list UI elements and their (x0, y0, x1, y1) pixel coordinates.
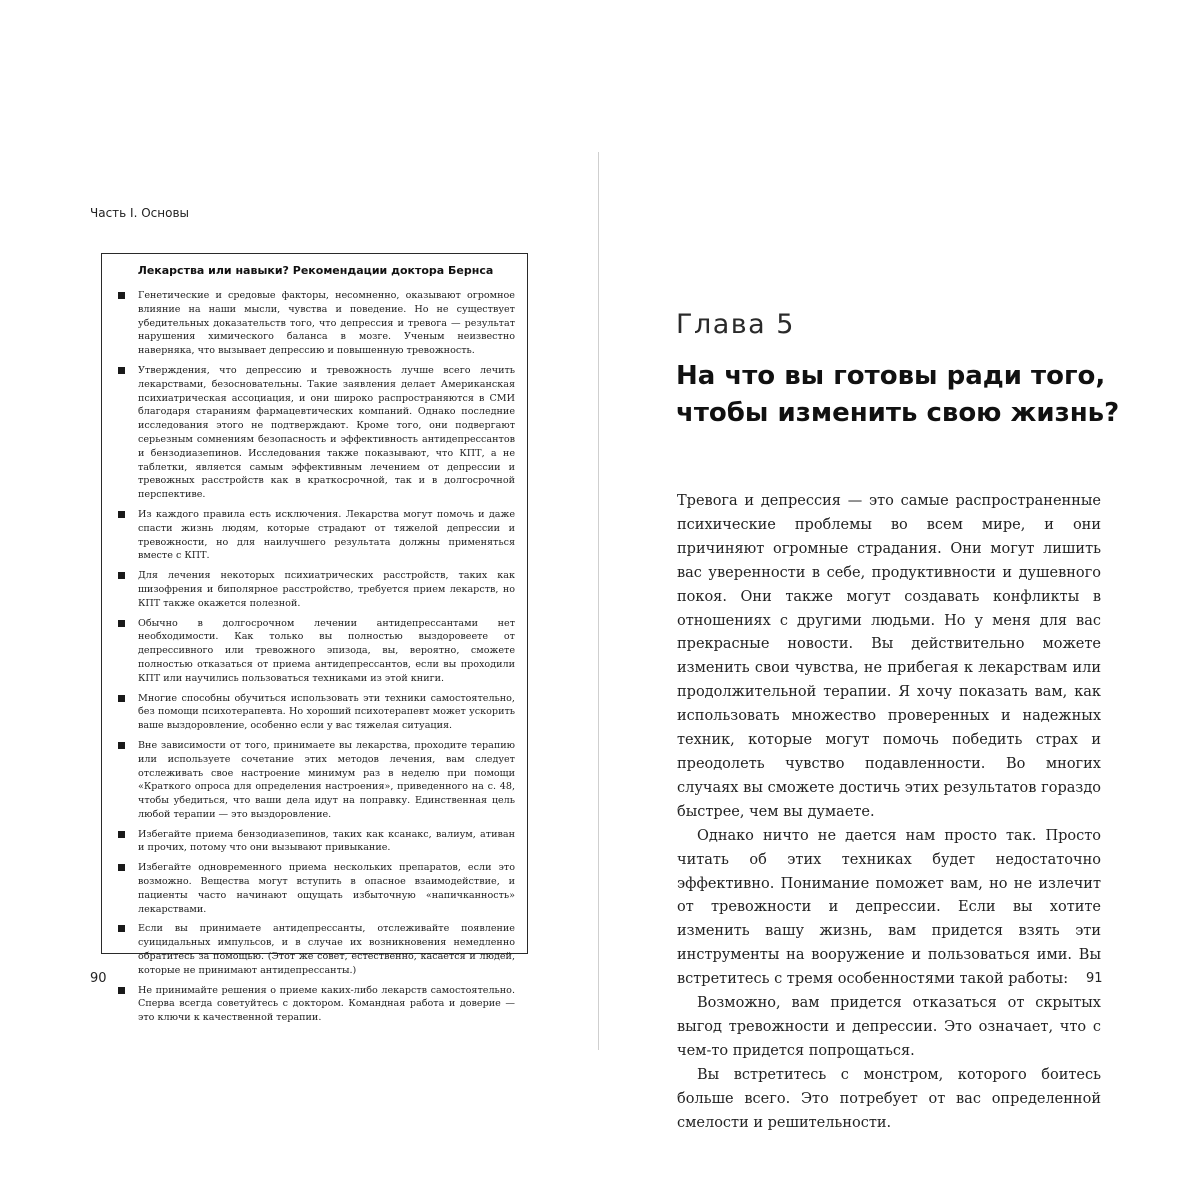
chapter-title (676, 358, 1120, 432)
paragraph: Однако ничто не дается нам просто так. Просто читать об этих техниках будет недостаточно эффективно. Понимание поможет вам, но не излечит от тревожности и депрессии. Если вы хотите изменить вашу жизнь, вам придется взять эти инструменты на вооружение и пользоваться ими. Вы встретитесь с тремя особенностями такой работы: (677, 827, 1101, 988)
square-bullet-icon (118, 367, 125, 374)
running-head: Часть I. Основы (90, 206, 189, 220)
list-item (116, 364, 515, 502)
list-item-text: Генетические и средовые факторы, несомненно, оказывают огромное влияние на наши мысли, чувства и поведение. Но не существует убедительных доказательств того, что депрессия и тревога — результат нарушения химического баланса в мозге. Ученым неизвестно наверняка, что вызывает депрессию и повышенную тревожность. (138, 290, 515, 357)
square-bullet-icon (118, 511, 125, 518)
list-item-text: Избегайте одновременного приема нескольких препаратов, если это возможно. Вещества могут вступить в опасное взаимодействие, и пациенты часто начинают ощущать избыточную «напичканность» лекарствами. (138, 862, 515, 915)
chapter-label: Глава 5 (676, 309, 795, 340)
list-item-text: Если вы принимаете антидепрессанты, отслеживайте появление суицидальных импульсов, и в случае их возникновения немедленно обратитесь за помощью. (Этот же совет, естественно, касается и людей, которые не принимают антидепрессанты.) (138, 923, 515, 976)
list-item-text: Не принимайте решения о приеме каких-либо лекарств самостоятельно. Сперва всегда советуйтесь с доктором. Командная работа и доверие — это ключи к качественной терапии. (138, 984, 515, 1024)
square-bullet-icon (118, 925, 125, 932)
list-item (116, 828, 515, 856)
square-bullet-icon (118, 695, 125, 702)
square-bullet-icon (118, 864, 125, 871)
page-gutter (598, 152, 599, 1050)
list-item-text: Обычно в долгосрочном лечении антидепрессантами нет необходимости. Как только вы полностью выздоровеете от депрессивного или тревожного эпизода, вы, вероятно, сможете полностью отказаться от приема антидепрессантов, если вы проходили КПТ или научились пользоваться техниками из этой книги. (138, 617, 515, 684)
paragraph: Тревога и депрессия — это самые распространенные психические проблемы во всем мире, и они причиняют огромные страдания. Они могут лишить вас уверенности в себе, продуктивности и душевного покоя. Они также могут создавать конфликты в отношениях с другими людьми. Но у меня для вас прекрасные новости. Вы действительно можете изменить свои чувства, не прибегая к лекарствам или продолжительной терапии. Я хочу показать вам, как использовать множество проверенных и надежных техник, которые могут помочь победить страх и преодолеть чувство подавленности. Во многих случаях вы сможете достичь этих результатов гораздо быстрее, чем вы думаете. (677, 493, 1101, 820)
square-bullet-icon (118, 292, 125, 299)
sidebar-title: Лекарства или навыки? Рекомендации доктора Бернса (137, 264, 494, 277)
list-item (116, 861, 515, 916)
list-item (116, 289, 515, 358)
square-bullet-icon (118, 831, 125, 838)
list-item (116, 739, 515, 822)
list-item (116, 508, 515, 563)
list-item-text: Вне зависимости от того, принимаете вы лекарства, проходите терапию или используете сочетание этих методов лечения, вам следует отслеживать свое настроение минимум раз в неделю при помощи «Краткого опроса для определения настроения», приведенного на с. 48, чтобы убедиться, что ваши дела идут на поправку. Единственная цель любой терапии — это выздоровление. (138, 739, 515, 820)
list-item (116, 692, 515, 733)
sidebar-box (101, 253, 528, 1024)
paragraph: Возможно, вам придется отказаться от скрытых выгод тревожности и депрессии. Это означает, что с чем-то придется попрощаться. (677, 995, 1101, 1059)
list-item-text: Избегайте приема бензодиазепинов, таких как ксанакс, валиум, ативан и прочих, потому что они вызывают привыкание. (138, 828, 515, 854)
list-item-text: Многие способны обучиться использовать эти техники самостоятельно, без помощи психотерапевта. Но хороший психотерапевт может ускорить ваше выздоровление, особенно если у вас тяжелая ситуация. (138, 692, 515, 732)
list-item-text: Для лечения некоторых психиатрических расстройств, таких как шизофрения и биполярное расстройство, требуется прием лекарств, но КПТ также окажется полезной. (138, 570, 515, 609)
square-bullet-icon (118, 572, 125, 579)
list-item (116, 617, 515, 686)
chapter-title-line: чтобы изменить свою жизнь? (676, 398, 1120, 428)
list-item (116, 922, 515, 977)
page-number-right: 91 (1086, 971, 1103, 986)
square-bullet-icon (118, 742, 125, 749)
square-bullet-icon (118, 620, 125, 627)
paragraph: Вы встретитесь с монстром, которого боитесь больше всего. Это потребует от вас определенной смелости и решительности. (677, 1066, 1101, 1131)
square-bullet-icon (118, 987, 125, 994)
chapter-body (677, 490, 1101, 1135)
chapter-title-line: На что вы готовы ради того, (676, 361, 1106, 391)
list-item-text: Из каждого правила есть исключения. Лекарства могут помочь и даже спасти жизнь людям, которые страдают от тяжелой депрессии и тревожности, но для наилучшего результата должны применяться вместе с КПТ. (138, 508, 515, 562)
list-item (116, 984, 515, 1025)
list-item-text: Утверждения, что депрессию и тревожность лучше всего лечить лекарствами, безосновательны. Такие заявления делает Американская психиатрическая ассоциация, и они широко распространяются в СМИ благодаря стараниям фармацевтических компаний. Однако последние исследования этого не подтверждают. Кроме того, они подвергают серьезным сомнениям безопасность и эффективность антидепрессантов и бензодиазепинов. Исследования также показывают, что КПТ, а не таблетки, является самым эффективным лечением от депрессии и тревожных расстройств как в краткосрочной, так и в долгосрочной перспективе. (138, 364, 515, 501)
sidebar-list (116, 289, 515, 1025)
list-item (116, 569, 515, 610)
page-number-left: 90 (90, 971, 107, 986)
